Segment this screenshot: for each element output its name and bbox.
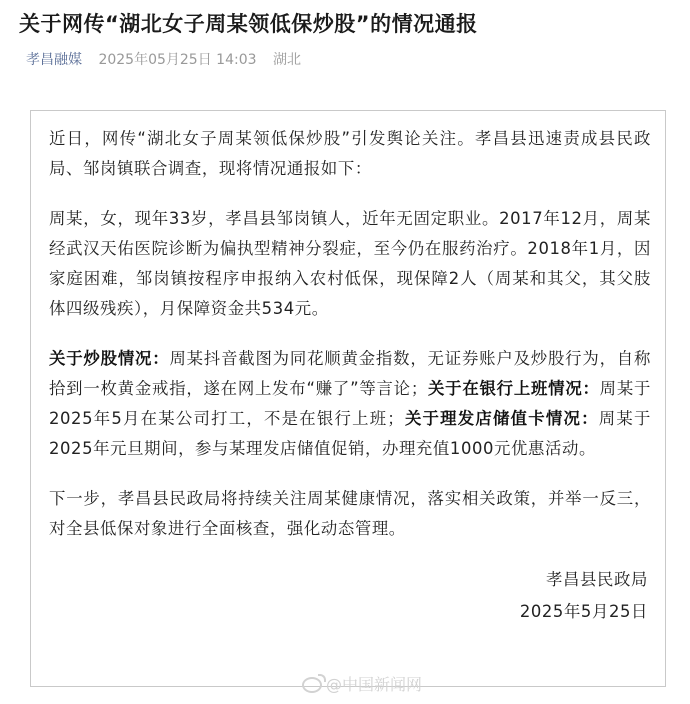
watermark bbox=[302, 674, 422, 696]
notice-box bbox=[30, 110, 666, 687]
source-link[interactable]: 孝昌融媒 bbox=[26, 52, 82, 68]
weibo-icon bbox=[302, 677, 322, 693]
signature: 孝昌县民政局 bbox=[546, 570, 648, 589]
heading-bank-job: 关于在银行上班情况： bbox=[427, 379, 600, 398]
notice-paragraph-background: 周某，女，现年33岁，孝昌县邹岗镇人，近年无固定职业。2017年12月，周某经武汉天佑医院诊断为偏执型精神分裂症，至今仍在服药治疗。2018年1月，因家庭困难，邹岗镇按程序申报纳入农村低保，现保障2人（周某和其父，其父肢体四级残疾），月保障资金共534元。 bbox=[49, 209, 651, 318]
notice-paragraph-findings bbox=[49, 344, 651, 464]
heading-salon-card: 关于理发店储值卡情况： bbox=[404, 409, 599, 428]
publish-date: 2025年05月25日 14:03 bbox=[98, 52, 257, 68]
page-title: 关于网传“湖北女子周某领低保炒股”的情况通报 bbox=[19, 12, 478, 36]
article-meta bbox=[26, 50, 301, 70]
publish-location: 湖北 bbox=[272, 52, 301, 68]
notice-paragraph-next-steps: 下一步，孝昌县民政局将持续关注周某健康情况，落实相关政策，并举一反三，对全县低保对象进行全面核查，强化动态管理。 bbox=[49, 489, 651, 538]
signature-date: 2025年5月25日 bbox=[519, 602, 648, 621]
text-salon-card: 周某于2025年元旦期间，参与某理发店储值促销，办理充值1000元优惠活动。 bbox=[49, 409, 651, 458]
heading-stock-trading: 关于炒股情况： bbox=[49, 349, 170, 368]
watermark-text: @中国新闻网 bbox=[326, 675, 423, 694]
notice-paragraph-intro: 近日，网传“湖北女子周某领低保炒股”引发舆论关注。孝昌县迅速责成县民政局、邹岗镇联合调查，现将情况通报如下： bbox=[49, 129, 651, 178]
text-stock-trading: 周某抖音截图为同花顺黄金指数，无证券账户及炒股行为，自称拾到一枚黄金戒指，遂在网上发布“赚了”等言论； bbox=[49, 349, 651, 398]
text-bank-job: 周某于2025年5月在某公司打工，不是在银行上班； bbox=[49, 379, 651, 428]
